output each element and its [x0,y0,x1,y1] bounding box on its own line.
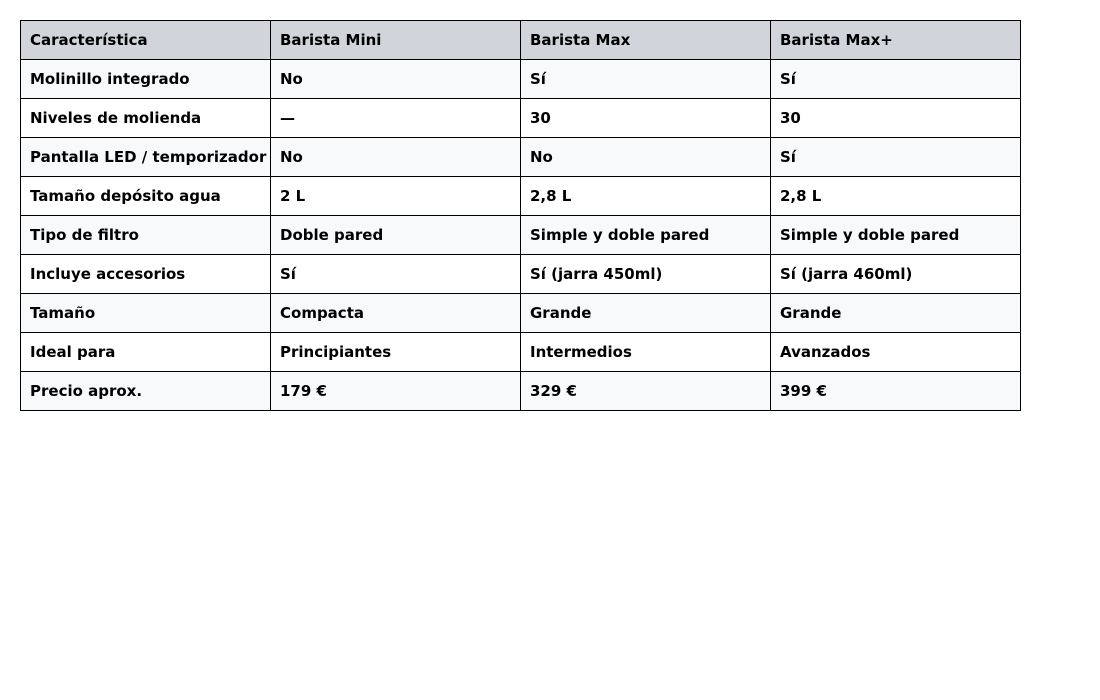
cell-barista-mini: 2 L [271,177,521,216]
comparison-table [20,20,1021,411]
cell-barista-mini: 179 € [271,372,521,411]
table-row [21,372,1021,411]
header-row [21,21,1021,60]
row-label: Molinillo integrado [21,60,271,99]
table-row [21,138,1021,177]
header-barista-mini: Barista Mini [271,21,521,60]
cell-barista-mini: Principiantes [271,333,521,372]
row-label: Tipo de filtro [21,216,271,255]
row-label: Pantalla LED / temporizador [21,138,271,177]
row-label: Tamaño [21,294,271,333]
row-label: Tamaño depósito agua [21,177,271,216]
cell-barista-max: Sí (jarra 450ml) [521,255,771,294]
row-label: Niveles de molienda [21,99,271,138]
cell-barista-max: Intermedios [521,333,771,372]
cell-barista-max: Simple y doble pared [521,216,771,255]
table-row [21,99,1021,138]
table-row [21,216,1021,255]
cell-barista-max-plus: 30 [771,99,1021,138]
cell-barista-max: Sí [521,60,771,99]
header-barista-max: Barista Max [521,21,771,60]
cell-barista-max-plus: 2,8 L [771,177,1021,216]
cell-barista-max: 30 [521,99,771,138]
table-row [21,333,1021,372]
cell-barista-max: 2,8 L [521,177,771,216]
cell-barista-max: Grande [521,294,771,333]
row-label: Ideal para [21,333,271,372]
row-label: Incluye accesorios [21,255,271,294]
cell-barista-max-plus: Simple y doble pared [771,216,1021,255]
cell-barista-mini: Doble pared [271,216,521,255]
cell-barista-max-plus: Sí (jarra 460ml) [771,255,1021,294]
table-row [21,60,1021,99]
cell-barista-mini: Sí [271,255,521,294]
cell-barista-max-plus: Sí [771,138,1021,177]
table-row [21,255,1021,294]
row-label: Precio aprox. [21,372,271,411]
cell-barista-mini: Compacta [271,294,521,333]
header-barista-max-plus: Barista Max+ [771,21,1021,60]
table-row [21,177,1021,216]
cell-barista-max-plus: Sí [771,60,1021,99]
cell-barista-mini: No [271,138,521,177]
header-feature: Característica [21,21,271,60]
table-row [21,294,1021,333]
cell-barista-mini: — [271,99,521,138]
table-header [21,21,1021,60]
cell-barista-max: 329 € [521,372,771,411]
cell-barista-max-plus: Grande [771,294,1021,333]
cell-barista-max: No [521,138,771,177]
cell-barista-max-plus: 399 € [771,372,1021,411]
cell-barista-max-plus: Avanzados [771,333,1021,372]
comparison-table-container [20,20,1021,411]
cell-barista-mini: No [271,60,521,99]
table-body [21,60,1021,411]
